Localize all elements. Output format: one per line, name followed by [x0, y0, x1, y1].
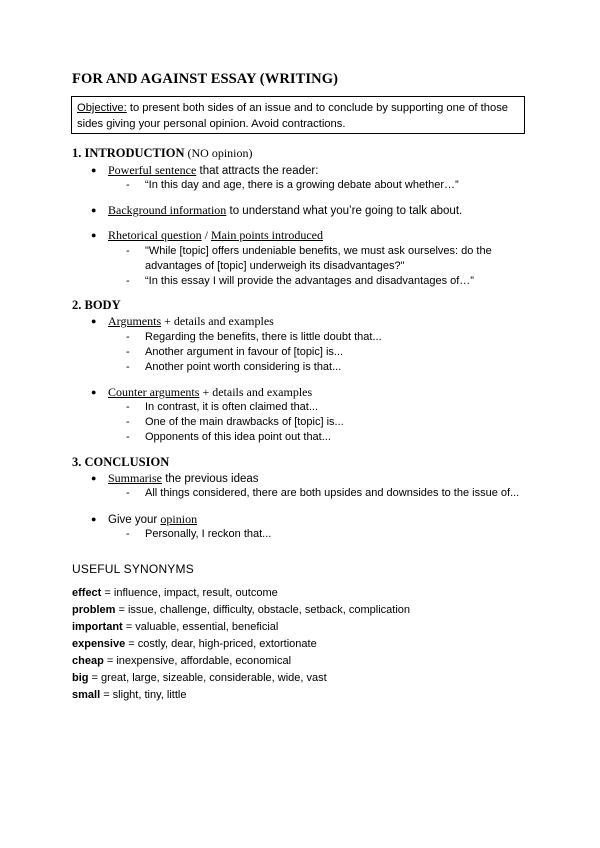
- bullet-label: Rhetorical question: [108, 228, 202, 242]
- bullet-rhetorical-question: [91, 228, 323, 243]
- bullet-dot-icon: ●: [91, 316, 97, 326]
- bullet-label: Powerful sentence: [108, 163, 197, 177]
- introduction-note: (NO opinion): [184, 146, 253, 160]
- introduction-heading: [72, 146, 253, 161]
- sub-item-text: Opponents of this idea point out that...: [145, 431, 331, 443]
- sub-item-text: Another point worth considering is that...: [145, 361, 342, 373]
- sub-item-text: In contrast, it is often claimed that...: [145, 401, 319, 413]
- dash-icon: -: [126, 331, 130, 343]
- synonym-list: = valuable, essential, beneficial: [122, 621, 279, 633]
- synonym-word: big: [72, 672, 89, 684]
- sub-item: [126, 400, 318, 415]
- bullet-text: to understand what you’re going to talk about.: [226, 205, 463, 217]
- bullet-text: Give your: [108, 514, 161, 526]
- bullet-label: Counter arguments: [108, 385, 200, 399]
- bullet-opinion: [91, 512, 197, 527]
- sub-item-text: "While [topic] offers undeniable benefits, we must ask ourselves: do the advantages of [topic] underweigh its disadvantages?": [145, 245, 492, 272]
- bullet-label: opinion: [160, 512, 198, 526]
- synonym-list: = costly, dear, high-priced, extortionate: [125, 638, 317, 650]
- objective-text: to present both sides of an issue and to conclude by supporting one of those sides giving your personal opinion. Avoid contractions.: [77, 102, 509, 130]
- dash-icon: -: [126, 416, 130, 428]
- bullet-dot-icon: ●: [91, 473, 97, 483]
- bullet-dot-icon: ●: [91, 230, 97, 240]
- body-heading: 2. BODY: [72, 298, 121, 312]
- synonym-word: cheap: [72, 655, 104, 667]
- bullet-dot-icon: ●: [91, 514, 97, 524]
- synonym-list: = great, large, sizeable, considerable, wide, vast: [88, 672, 327, 684]
- synonym-list: = inexpensive, affordable, economical: [103, 655, 292, 667]
- sub-item: [126, 415, 344, 430]
- dash-icon: -: [126, 346, 130, 358]
- dash-icon: -: [126, 275, 130, 287]
- sub-item-text: All things considered, there are both upsides and downsides to the issue of...: [145, 487, 520, 499]
- conclusion-heading: 3. CONCLUSION: [72, 455, 170, 469]
- bullet-background-information: [91, 203, 462, 218]
- bullet-counter-arguments: [91, 385, 312, 400]
- sub-item: [126, 486, 519, 501]
- synonym-entry: [72, 689, 186, 701]
- dash-icon: -: [126, 401, 130, 413]
- bullet-text: that attracts the reader:: [196, 165, 319, 177]
- sub-item-text: Another argument in favour of [topic] is...: [145, 346, 344, 358]
- objective-label: Objective:: [77, 102, 127, 114]
- sub-item: [126, 430, 331, 445]
- bullet-text: + details and examples: [161, 314, 274, 328]
- synonym-word: small: [72, 689, 101, 701]
- sub-item-text: “In this day and age, there is a growing debate about whether…”: [145, 179, 459, 191]
- sub-item-text: Personally, I reckon that...: [145, 528, 272, 540]
- bullet-dot-icon: ●: [91, 387, 97, 397]
- introduction-heading-text: 1. INTRODUCTION: [72, 146, 185, 160]
- bullet-text: + details and examples: [199, 385, 313, 399]
- bullet-label: Summarise: [108, 471, 162, 485]
- synonym-entry: [72, 638, 317, 650]
- dash-icon: -: [126, 431, 130, 443]
- synonym-word: problem: [72, 604, 116, 616]
- synonym-entry: [72, 672, 327, 684]
- sub-item: [126, 345, 343, 360]
- bullet-label: Background information: [108, 203, 227, 217]
- sub-item: [126, 244, 506, 274]
- sub-item-text: “In this essay I will provide the advantages and disadvantages of…”: [145, 275, 474, 287]
- objective-box: [71, 96, 525, 134]
- synonym-word: expensive: [72, 638, 126, 650]
- dash-icon: -: [126, 487, 130, 499]
- synonym-entry: [72, 655, 291, 667]
- synonym-entry: [72, 587, 278, 599]
- synonym-list: = slight, tiny, little: [100, 689, 187, 701]
- synonyms-heading: USEFUL SYNONYMS: [72, 562, 194, 576]
- bullet-summarise: [91, 471, 259, 486]
- dash-icon: -: [126, 361, 130, 373]
- bullet-powerful-sentence: [91, 163, 318, 178]
- sub-item: [126, 360, 341, 375]
- synonym-list: = issue, challenge, difficulty, obstacle, setback, complication: [115, 604, 411, 616]
- synonym-word: effect: [72, 587, 102, 599]
- bullet-dot-icon: ●: [91, 205, 97, 215]
- dash-icon: -: [126, 245, 130, 257]
- sub-item: [126, 178, 459, 193]
- sub-item: [126, 330, 382, 345]
- sub-item-text: Regarding the benefits, there is little doubt that...: [145, 331, 382, 343]
- bullet-text: the previous ideas: [162, 473, 259, 485]
- bullet-dot-icon: ●: [91, 165, 97, 175]
- synonym-word: important: [72, 621, 123, 633]
- sub-item-text: One of the main drawbacks of [topic] is...: [145, 416, 344, 428]
- sub-item: [126, 527, 271, 542]
- synonym-entry: [72, 604, 410, 616]
- bullet-label: Arguments: [108, 314, 162, 328]
- dash-icon: -: [126, 528, 130, 540]
- page-title: FOR AND AGAINST ESSAY (WRITING): [72, 71, 339, 87]
- bullet-label-2: Main points introduced: [211, 228, 323, 242]
- sub-item: [126, 274, 474, 289]
- bullet-separator: /: [201, 228, 211, 242]
- dash-icon: -: [126, 179, 130, 191]
- synonym-list: = influence, impact, result, outcome: [101, 587, 278, 599]
- synonym-entry: [72, 621, 278, 633]
- bullet-arguments: [91, 314, 274, 329]
